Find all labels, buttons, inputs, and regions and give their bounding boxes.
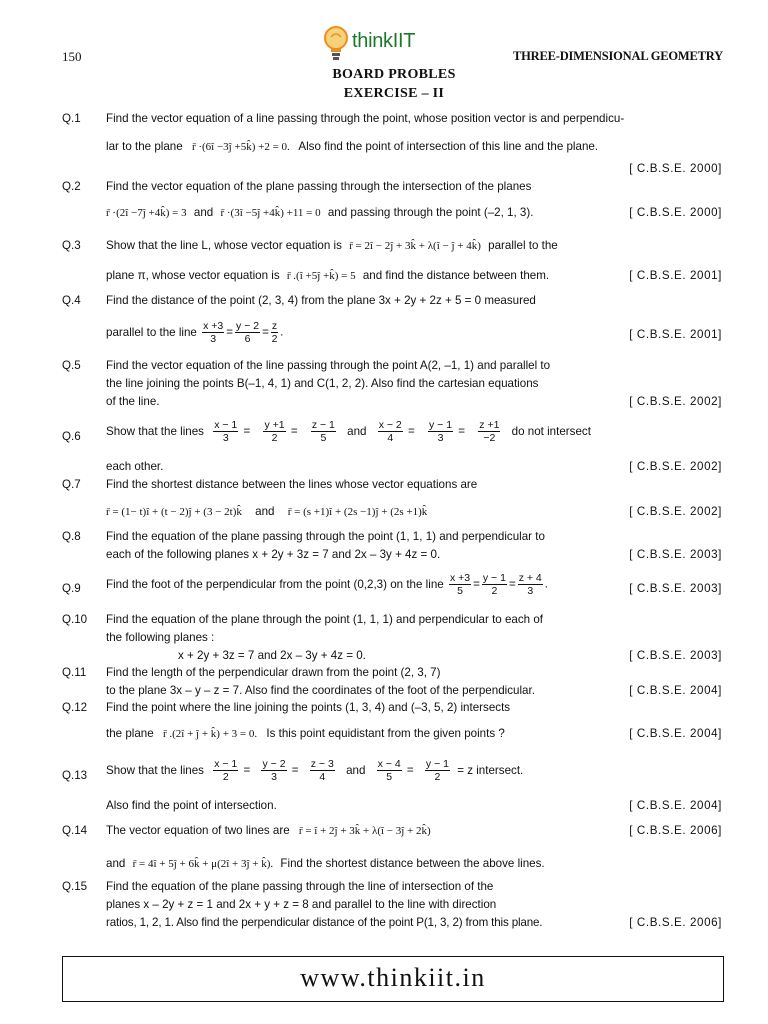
question-text: the line joining the points B(–1, 4, 1) and C(1, 2, 2). Also find the cartesian equations [106, 377, 539, 390]
equation: r̄ = 4î + 5ĵ + 6k̂ + μ(2î + 3ĵ + k̂). [132, 858, 274, 870]
question-text-part: Show that the lines [106, 764, 204, 777]
question-text-part: and [347, 425, 367, 438]
fraction: $\frac{z +1}{-2}$ [479, 419, 500, 444]
question-number: Q.12 [62, 701, 88, 714]
cbse-reference: [ C.B.S.E. 2000] [629, 162, 722, 175]
lightbulb-icon [322, 24, 350, 64]
fraction: $\frac{y +1}{2}$ [264, 419, 285, 444]
question-text: each other. [106, 460, 164, 473]
question-number: Q.8 [62, 530, 81, 543]
cbse-reference: [ C.B.S.E. 2006] [629, 824, 722, 837]
fraction: $\frac{z}{2}$ [271, 320, 278, 345]
exercise-title: EXERCISE – II [343, 86, 445, 101]
question-number: Q.14 [62, 824, 88, 837]
question-text: Show that the lines $\frac{x - 1}{3}$ = $\frac{y +1}{2}$ = $\frac{z - 1}{5}$ and $\frac{x - 2}{4}$ = $\frac{y - 1}{3}$ = $\frac{z +1}{-2}$ do not intersect [106, 419, 591, 444]
question-text-part: Show that the line L, whose vector equation is [106, 239, 342, 252]
fraction: $\frac{z - 1}{5}$ [311, 419, 335, 444]
fraction: $\frac{y - 1}{2}$ [482, 572, 506, 597]
fraction: $\frac{x - 4}{5}$ [377, 758, 401, 783]
question-text-part: and find the distance between them. [362, 269, 550, 282]
question-number: Q.10 [62, 613, 88, 626]
cbse-reference: [ C.B.S.E. 2004] [629, 799, 722, 812]
page-number: 150 [62, 49, 82, 64]
question-text-part: Find the shortest distance between the above lines. [280, 857, 545, 870]
question-text-part: and [193, 206, 214, 219]
fraction: $\frac{y - 1}{2}$ [425, 758, 449, 783]
question-text: Show that the lines $\frac{x - 1}{2}$ = $\frac{y - 2}{3}$ = $\frac{z - 3}{4}$ and $\frac{x - 4}{5}$ = $\frac{y - 1}{2}$ = z intersect. [106, 758, 524, 783]
cbse-reference: [ C.B.S.E. 2001] [629, 269, 722, 282]
question-text-part: the plane [106, 727, 154, 740]
question-text-part: parallel to the [488, 239, 558, 252]
question-text-part: and [106, 857, 126, 870]
fraction: $\frac{z + 4}{3}$ [518, 572, 542, 597]
question-text [106, 824, 431, 837]
cbse-reference: [ C.B.S.E. 2006] [629, 916, 722, 929]
question-number: Q.5 [62, 359, 81, 372]
question-number: Q.4 [62, 294, 81, 307]
question-text: planes x – 2y + z = 1 and 2x + y + z = 8 and parallel to the line with direction [106, 898, 497, 911]
cbse-reference: [ C.B.S.E. 2001] [629, 328, 722, 341]
question-text-part: Find the foot of the perpendicular from the point (0,2,3) on the line [106, 578, 444, 591]
fraction: $\frac{x +3}{5}$ [449, 572, 471, 597]
question-number: Q.2 [62, 180, 81, 193]
question-text: Find the shortest distance between the lines whose vector equations are [106, 478, 478, 491]
question-text [106, 239, 558, 252]
question-text-part: Show that the lines [106, 425, 204, 438]
question-text: ratios, 1, 2, 1. Also find the perpendicular distance of the point P(1, 3, 2) from this plane. [106, 916, 543, 929]
question-text: Find the vector equation of a line passing through the point, whose position vector is and perpendicu- [106, 112, 625, 125]
question-text: Find the foot of the perpendicular from the point (0,2,3) on the line $\frac{x +3}{5}$ = $\frac{y - 1}{2}$ = $\frac{z + 4}{3}$ . [106, 572, 549, 597]
cbse-reference: [ C.B.S.E. 2003] [629, 582, 722, 595]
cbse-reference: [ C.B.S.E. 2004] [629, 684, 722, 697]
equation: r̄ .(2î + ĵ + k̂) + 3 = 0. [162, 728, 258, 740]
question-text [106, 727, 505, 740]
question-text-part: The vector equation of two lines are [106, 824, 290, 837]
question-number: Q.9 [62, 582, 81, 595]
question-text: x + 2y + 3z = 7 and 2x – 3y + 4z = 0. [178, 649, 366, 662]
fraction: $\frac{y - 2}{6}$ [236, 320, 260, 345]
equation: r̄ = (s +1)î + (2s −1)ĵ + (2s +1)k̂ [287, 506, 428, 518]
fraction: $\frac{y - 1}{3}$ [429, 419, 453, 444]
question-number: Q.1 [62, 112, 81, 125]
question-text [106, 140, 598, 153]
fraction: $\frac{x +3}{3}$ [203, 320, 224, 345]
website-url[interactable]: www.thinkiit.in [300, 963, 486, 992]
question-text-part: Also find the point of intersection of this line and the plane. [298, 140, 599, 153]
equation: r̄ ·(6î −3ĵ +5k̂) +2 = 0. [191, 141, 290, 153]
question-number: Q.13 [62, 769, 88, 782]
question-number: Q.6 [62, 430, 81, 443]
equation: r̄ = î + 2ĵ + 3k̂ + λ(î − 3ĵ + 2k̂) [298, 825, 431, 837]
equation: r̄ = 2î − 2ĵ + 3k̂ + λ(î − ĵ + 4k̂) [349, 240, 481, 252]
question-number: Q.3 [62, 239, 81, 252]
cbse-reference: [ C.B.S.E. 2002] [629, 505, 722, 518]
cbse-reference: [ C.B.S.E. 2003] [629, 548, 722, 561]
question-text-part: and passing through the point (–2, 1, 3). [327, 206, 534, 219]
question-text: Find the equation of the plane through the point (1, 1, 1) and perpendicular to each of [106, 613, 544, 626]
question-text: parallel to the line $\frac{x +3}{3}$ = $\frac{y - 2}{6}$ = $\frac{z}{2}$ . [106, 320, 284, 345]
logo-text: thinkIIT [352, 30, 416, 52]
cbse-reference: [ C.B.S.E. 2002] [629, 395, 722, 408]
question-text: of the line. [106, 395, 160, 408]
question-text-part: = z intersect. [457, 764, 524, 777]
question-number: Q.7 [62, 478, 81, 491]
question-text-part: plane π, whose vector equation is [106, 269, 280, 282]
question-text: the following planes : [106, 631, 215, 644]
section-title: BOARD PROBLES [332, 67, 456, 82]
question-text [106, 505, 427, 518]
question-number: Q.11 [62, 666, 87, 679]
question-text: Find the point where the line joining the points (1, 3, 4) and (–3, 5, 2) intersects [106, 701, 511, 714]
fraction: $\frac{y - 2}{3}$ [262, 758, 286, 783]
fraction: $\frac{x - 1}{2}$ [214, 758, 238, 783]
question-text-part: and [255, 505, 275, 518]
chapter-title: THREE-DIMENSIONAL GEOMETRY [512, 49, 723, 63]
question-text-part: do not intersect [511, 425, 591, 438]
question-text: Find the distance of the point (2, 3, 4) from the plane 3x + 2y + 2z + 5 = 0 measured [106, 294, 536, 307]
cbse-reference: [ C.B.S.E. 2003] [629, 649, 722, 662]
logo [322, 24, 472, 66]
fraction: $\frac{z - 3}{4}$ [310, 758, 334, 783]
question-text: Find the vector equation of the plane passing through the intersection of the planes [106, 180, 532, 193]
question-text-part: lar to the plane [106, 140, 183, 153]
equation: r̄ ·(3î −5ĵ +4k̂) +11 = 0 [220, 207, 321, 219]
question-text: to the plane 3x – y – z = 7. Also find the coordinates of the foot of the perpendicular. [106, 684, 535, 697]
cbse-reference: [ C.B.S.E. 2000] [629, 206, 722, 219]
footer-box [62, 956, 724, 1002]
question-text [106, 857, 545, 870]
question-text: Also find the point of intersection. [106, 799, 277, 812]
question-text: Find the length of the perpendicular drawn from the point (2, 3, 7) [106, 666, 441, 679]
question-text: each of the following planes x + 2y + 3z = 7 and 2x – 3y + 4z = 0. [106, 548, 441, 561]
cbse-reference: [ C.B.S.E. 2004] [629, 727, 722, 740]
question-text-part: Is this point equidistant from the given points ? [266, 727, 505, 740]
equation: r̄ ·(2î −7ĵ +4k̂) = 3 [106, 207, 187, 219]
fraction: $\frac{x - 1}{3}$ [214, 419, 238, 444]
equation: r̄ = (1− t)î + (t − 2)ĵ + (3 − 2t)k̂ [106, 506, 242, 518]
equation: r̄ .(î +5ĵ +k̂) = 5 [286, 270, 356, 282]
question-text: Find the equation of the plane passing through the point (1, 1, 1) and perpendicular to [106, 530, 545, 543]
question-text [106, 206, 533, 219]
cbse-reference: [ C.B.S.E. 2002] [629, 460, 722, 473]
question-text-part: parallel to the line [106, 326, 197, 339]
question-number: Q.15 [62, 880, 88, 893]
fraction: $\frac{x - 2}{4}$ [378, 419, 402, 444]
question-text [106, 269, 549, 282]
question-text-part: and [346, 764, 366, 777]
question-text: Find the vector equation of the line passing through the point A(2, –1, 1) and parallel to [106, 359, 551, 372]
question-text: Find the equation of the plane passing through the line of intersection of the [106, 880, 494, 893]
